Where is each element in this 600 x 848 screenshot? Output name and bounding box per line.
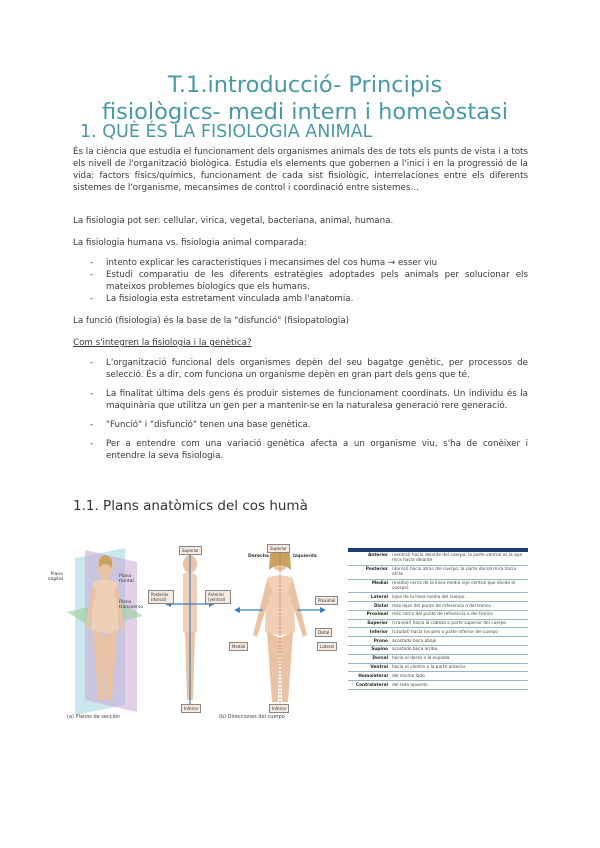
label-proximal: Proximal [315,596,338,605]
term-definition: acostado boca arriba [390,646,528,655]
term-name: Contralateral [348,681,390,690]
term-definition: hacia el vientre o la parte anterior [390,663,528,672]
genetics-list [73,357,528,462]
label-medial: Medial [229,642,248,651]
term-definition: (caudal) hacia los pies o parte inferior del cuerpo [390,628,528,637]
table-row [348,610,528,619]
list-item: - intento explicar les caracteristiques i mecansimes del cos huma → esser viu [90,258,438,268]
paragraph-function: La funció (fisiologia) és la base de la "disfunció" (fisiopatologia) [73,316,350,326]
table-row [348,628,528,637]
table-row [348,579,528,593]
list-item: - "Funció" i "disfunció" tenen una base genètica. [90,420,311,430]
term-definition: (media) cerca de la línea media (eje central que divide el cuerpo) [390,579,528,593]
table-row [348,637,528,646]
term-name: Inferior [348,628,390,637]
title-line-1: T.1.introducció- Principis [167,72,443,98]
term-name: Lateral [348,593,390,602]
figure-section-planes [48,540,145,720]
label-inferior-right: Inferior [269,704,289,713]
body-planes-illustration [65,540,145,720]
label-superior-left: Superior [179,546,202,555]
list-item: - La finalitat última dels gens és produir sistemes de funcionament coordinats. Un individu és la maquinària que utilitza un gen per a mantenir-se en la naturalesa generació rere generació. [90,389,528,411]
section-heading-1-1: 1.1. Plans anatòmics del cos humà [73,498,308,514]
table-row [348,672,528,681]
term-definition: más cerca del punto de referencia o del tronco [390,610,528,619]
list-item: - Estudi comparatiu de les diferents estratègies adoptades pels animals per solucionar els mateixos problemes biologics que els humans. [90,270,528,292]
term-name: Distal [348,602,390,611]
list-item: - La fisiologia esta estretament vinculada amb l'anatomia. [90,294,354,304]
term-definition: del mismo lado [390,672,528,681]
paragraph-definition: És la ciència que estudia el funcionament dels organismes animals des de tots els punts de vista i a tots els nivell de l'organització biològica. Estudia els elements que gobernen a l'inici i en la progressió de la vida: factors físics/químics, funcionament de cada sist fisiològic, interrelaciones entre els diferents sistemes de l'organisme, mecansimes de control i coordinació entre sistemes… [73,147,528,193]
term-name: Supino [348,646,390,655]
term-name: Ventral [348,663,390,672]
list-item: - L'organització funcional dels organismes depèn del seu bagatge genètic, per processos de selecció. És a dir, com funciona un organisme depèn en gran part dels gens que té. [90,358,528,380]
label-frontal-plane: Plano frontal [119,574,134,584]
body-directions-illustration [145,540,340,720]
term-definition: hacia el dorso o la espalda [390,654,528,663]
term-name: Proximal [348,610,390,619]
term-definition: del lado opuesto [390,681,528,690]
paragraph-types: La fisiologia pot ser: cellular, virica, vegetal, bacteriana, animal, humana. [73,216,394,226]
term-definition: lejos de la línea media del cuerpo [390,593,528,602]
term-name: Anterior [348,552,390,565]
term-name: Dorsal [348,654,390,663]
paragraph-comparison: La fisiologia humana vs. fisiologia animal comparada: [73,238,307,248]
label-inferior-left: Inferior [181,704,201,713]
table-row [348,565,528,579]
document-title [60,72,550,126]
term-definition: (ventral) hacia delante del cuerpo; la parte ventral es la que mira hacia delante [390,552,528,565]
table-row [348,602,528,611]
table-row [348,663,528,672]
section-heading-1: 1. QUÈ ÉS LA FISIOLOGIA ANIMAL [80,122,373,142]
term-name: Superior [348,619,390,628]
label-transverse-plane: Plano transverso [119,600,143,610]
term-name: Posterior [348,565,390,579]
table-row [348,681,528,690]
term-definition: más lejos del punto de referencia o del tronco [390,602,528,611]
label-anterior: Anterior (ventral) [205,590,231,604]
figure-body-directions [145,540,340,720]
list-item: - Per a entendre com una variació genètica afecta a un organisme viu, s'ha de conèixer i entendre la seva fisiologia. [90,439,528,461]
label-left: Izquierda [293,554,317,559]
term-name: Homolateral [348,672,390,681]
table-body [348,552,528,689]
term-name: Medial [348,579,390,593]
caption-b: (b) Direcciones del cuerpo [219,714,285,720]
table-row [348,552,528,565]
comparison-list [73,257,528,305]
anatomical-terms-table [348,548,528,690]
label-right: Derecha [248,554,269,559]
table-row [348,619,528,628]
term-name: Prono [348,637,390,646]
label-posterior: Posterior (dorsal) [148,590,174,604]
term-definition: (craneal) hacia la cabeza o parte superior del cuerpo [390,619,528,628]
label-distal: Distal [315,628,332,637]
label-lateral: Lateral [317,642,337,651]
paragraph-genetics-question: Com s'integren la fisiologia i la genètica? [73,338,252,348]
table-row [348,654,528,663]
table-row [348,593,528,602]
title-line-2: fisiològics- medi intern i homeòstasi [102,99,508,125]
label-superior-right: Superior [267,544,290,553]
term-definition: acostado boca abajo [390,637,528,646]
label-sagittal-plane: Plano sagital [48,572,63,582]
term-definition: (dorsal) hacia atrás del cuerpo; la parte dorsal mira hacia atrás [390,565,528,579]
caption-a: (a) Planos de sección [67,714,121,720]
table-row [348,646,528,655]
